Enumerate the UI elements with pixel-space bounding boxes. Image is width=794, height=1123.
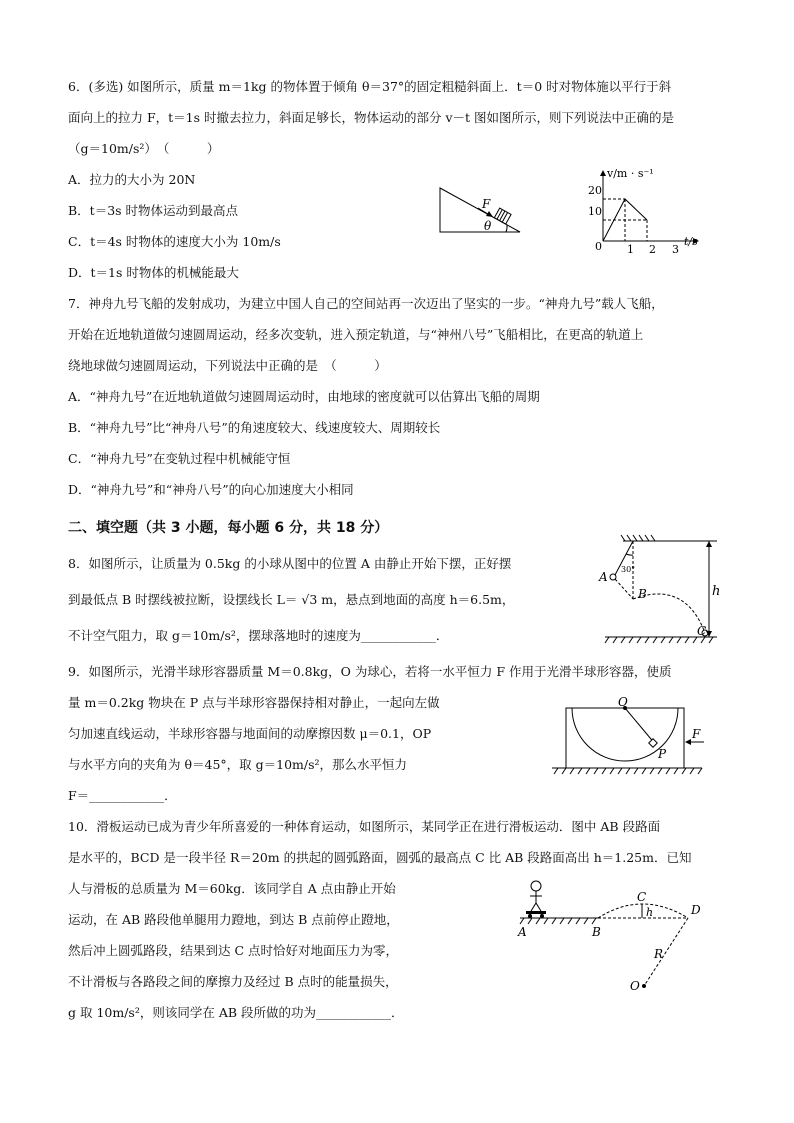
q7-option-b: B．“神舟九号”比“神舟八号”的角速度较大、线速度较大、周期较长 xyxy=(68,420,441,435)
q7-option-d: D．“神舟九号”和“神舟八号”的向心加速度大小相同 xyxy=(68,482,354,497)
q7-stem-line-3: 绕地球做匀速圆周运动，下列说法中正确的是 （ ） xyxy=(68,358,387,373)
q8-label-h: h xyxy=(712,584,721,599)
q8-label-b: B xyxy=(638,587,647,601)
q8-stem-line-3: 不计空气阻力，取 g＝10m/s²，摆球落地时的速度为____________． xyxy=(68,628,449,643)
q6-vt-ytick-10: 10 xyxy=(588,205,602,218)
q10-stem-line-7: g 取 10m/s²，则该同学在 AB 段所做的功为____________． xyxy=(68,1005,404,1020)
q10-label-r: R xyxy=(654,947,664,961)
q6-force-label: F xyxy=(482,197,491,211)
q9-label-p: P xyxy=(658,747,667,761)
q6-vt-ytick-20: 20 xyxy=(588,184,602,197)
q10-label-c: C xyxy=(637,890,647,904)
section-title-fill-in: 二、填空题（共 3 小题，每小题 6 分，共 18 分） xyxy=(68,520,389,536)
q10-stem-line-5: 然后冲上圆弧路段，结果到达 C 点时恰好对地面压力为零， xyxy=(68,943,399,958)
q8-label-a: A xyxy=(599,570,608,584)
q6-vt-xtick-3: 3 xyxy=(672,243,679,256)
q6-option-b: B．t＝3s 时物体运动到最高点 xyxy=(68,203,239,218)
q7-stem-line-2: 开始在近地轨道做匀速圆周运动，经多次变轨，进入预定轨道，与“神州八号”飞船相比，在更高的轨道上 xyxy=(68,327,644,342)
q9-label-o: O xyxy=(618,695,628,709)
q10-label-b: B xyxy=(592,925,601,939)
q7-option-c: C．“神舟九号”在变轨过程中机械能守恒 xyxy=(68,451,291,466)
q10-skateboard-figure xyxy=(510,880,720,995)
q6-vt-xtick-2: 2 xyxy=(649,243,656,256)
q9-stem-line-4: 与水平方向的夹角为 θ＝45°，取 g＝10m/s²，那么水平恒力 xyxy=(68,757,408,772)
q10-label-d: D xyxy=(691,903,701,917)
q9-stem-line-2: 量 m＝0.2kg 物块在 P 点与半球形容器保持相对静止，一起向左做 xyxy=(68,695,440,710)
q7-stem-line-1: 7．神舟九号飞船的发射成功，为建立中国人自己的空间站再一次迈出了坚实的一步。“神舟九号”载人飞船， xyxy=(68,296,664,311)
q6-option-d: D．t＝1s 时物体的机械能最大 xyxy=(68,265,239,280)
q6-option-c: C．t＝4s 时物体的速度大小为 10m/s xyxy=(68,234,281,249)
q6-stem-line-2: 面向上的拉力 F，t＝1s 时撤去拉力，斜面足够长，物体运动的部分 v－t 图如图所示，则下列说法中正确的是 xyxy=(68,110,675,125)
q9-stem-line-1: 9．如图所示，光滑半球形容器质量 M＝0.8kg，O 为球心，若将一水平恒力 F 作用于光滑半球形容器，使质 xyxy=(68,664,672,679)
q8-pendulum-figure xyxy=(595,535,725,645)
q8-label-c: C xyxy=(697,624,707,638)
q7-option-a: A．“神舟九号”在近地轨道做匀速圆周运动时，由地球的密度就可以估算出飞船的周期 xyxy=(68,389,540,404)
q6-vt-origin: 0 xyxy=(595,240,602,253)
q6-vt-xtick-1: 1 xyxy=(627,243,634,256)
q6-incline-figure xyxy=(440,188,530,238)
q6-stem-line-1: 6．(多选) 如图所示，质量 m＝1kg 的物体置于倾角 θ＝37°的固定粗糙斜面上．t＝0 时对物体施以平行于斜 xyxy=(68,79,672,94)
q9-stem-line-3: 匀加速直线运动，半球形容器与地面间的动摩擦因数 μ＝0.1，OP xyxy=(68,726,432,741)
q10-label-a: A xyxy=(518,925,527,939)
q10-stem-line-3: 人与滑板的总质量为 M＝60kg．该同学自 A 点由静止开始 xyxy=(68,881,396,896)
q9-container-figure xyxy=(552,695,712,780)
q8-stem-line-2: 到最低点 B 时摆线被拉断，设摆线长 L＝ √3 m，悬点到地面的高度 h＝6.5m， xyxy=(68,592,515,607)
q6-option-a: A．拉力的大小为 20N xyxy=(68,172,196,187)
q10-stem-line-4: 运动，在 AB 路段他单腿用力蹬地，到达 B 点前停止蹬地， xyxy=(68,912,399,927)
q8-stem-line-1: 8．如图所示，让质量为 0.5kg 的小球从图中的位置 A 由静止开始下摆，正好摆 xyxy=(68,556,512,571)
q9-stem-line-5: F＝____________． xyxy=(68,788,177,803)
q10-label-o: O xyxy=(630,979,640,993)
q10-stem-line-6: 不计滑板与各路段之间的摩擦力及经过 B 点时的能量损失， xyxy=(68,974,398,989)
q10-stem-line-2: 是水平的，BCD 是一段半径 R＝20m 的拱起的圆弧路面，圆弧的最高点 C 比 AB 段路面高出 h＝1.25m．已知 xyxy=(68,850,692,865)
q10-stem-line-1: 10．滑板运动已成为青少年所喜爱的一种体育运动，如图所示，某同学正在进行滑板运动．图中 AB 段路面 xyxy=(68,819,661,834)
q9-label-f: F xyxy=(692,727,701,741)
q6-vt-chart xyxy=(585,165,705,256)
q6-stem-line-3: （g＝10m/s²） （ ） xyxy=(68,141,220,156)
q6-angle-label: θ xyxy=(484,219,492,233)
q6-vt-xlabel: t/s xyxy=(684,235,698,248)
q10-label-h: h xyxy=(646,906,654,919)
q8-angle-label: 30° xyxy=(621,565,636,574)
q6-vt-ylabel: v/m · s⁻¹ xyxy=(607,167,654,180)
